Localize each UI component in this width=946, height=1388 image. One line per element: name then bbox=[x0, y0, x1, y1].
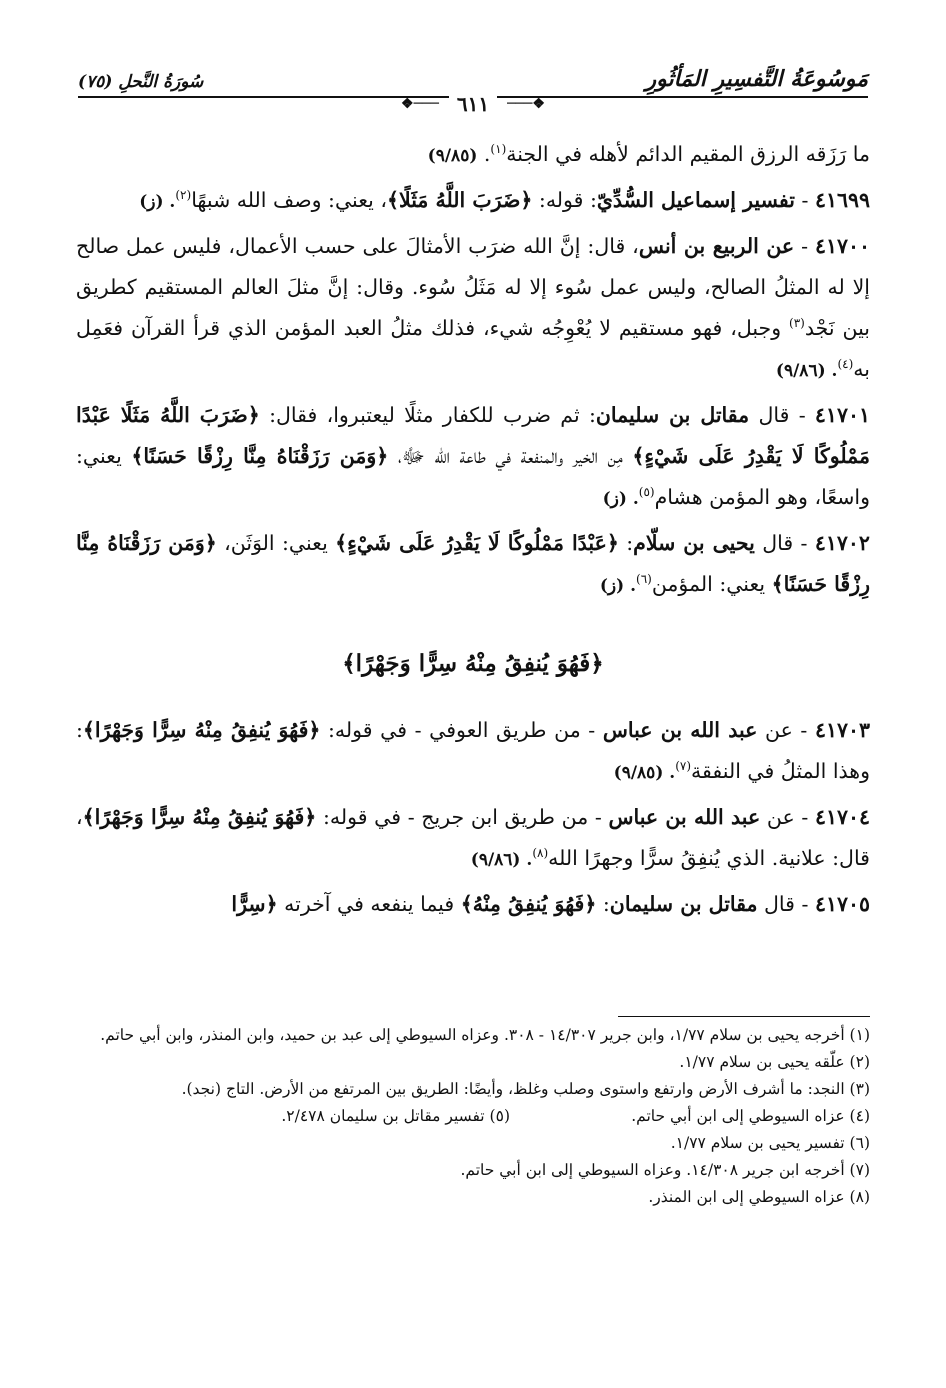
volume-ref: . (ز) bbox=[602, 489, 639, 509]
volume-ref: . (٩/٨٥) bbox=[613, 763, 676, 783]
footnote-row bbox=[76, 1103, 870, 1130]
page-number-row bbox=[0, 92, 946, 116]
entry-41702: ٤١٧٠٢ - قال يحيى بن سلّام: ﴿عَبْدًا مَمْلُوكًا لَا يَقْدِرُ عَلَى شَيْءٍ﴾ يعني: الوَثَن، ﴿وَمَن رَزَقْنَاهُ مِنَّا رِزْقًا حَسَنًا﴾ يعني: المؤمن$^{(٦)}$. (ز) bbox=[76, 531, 870, 596]
quran-quote: ﴿فَهُوَ يُنفِقُ مِنْهُ﴾ bbox=[460, 892, 597, 916]
quran-quote: ﴿فَهُوَ يُنفِقُ مِنْهُ سِرًّا وَجَهْرًا﴾ bbox=[82, 805, 317, 829]
ornament-right-icon: ❖─── bbox=[507, 96, 545, 112]
text: . bbox=[477, 142, 491, 166]
entry-41703: ٤١٧٠٣ - عن عبد الله بن عباس - من طريق العوفي - في قوله: ﴿فَهُوَ يُنفِقُ مِنْهُ سِرًّا وَجَهْرًا﴾: وهذا المثلُ في النفقة$^{(٧)}$. (٩/٨٥) bbox=[76, 718, 871, 783]
footnotes bbox=[76, 1022, 870, 1211]
quran-quote: ﴿ضَرَبَ اللَّهُ مَثَلًا﴾ bbox=[386, 188, 533, 212]
footnote-7: (٧) أخرجه ابن جرير ١٤/٣٠٨. وعزاه السيوطي إلى ابن أبي حاتم. bbox=[460, 1161, 870, 1179]
quran-quote: ﴿فَهُوَ يُنفِقُ مِنْهُ سِرًّا وَجَهْرًا﴾ bbox=[82, 718, 321, 742]
entry-number: ٤١٧٠٢ bbox=[814, 531, 870, 555]
text: وجبل، فهو مستقيم لا يُعْوِجُه شيء، فذلك مثلُ العبد المؤمن الذي قرأ القرآن فعَمِل به bbox=[76, 316, 870, 381]
narrator: تفسير إسماعيل السُّدِّيّ bbox=[596, 188, 795, 212]
entry-number: ٤١٧٠٤ bbox=[814, 805, 870, 829]
entry-41700: ٤١٧٠٠ - عن الربيع بن أنس، قال: إنَّ الله ضرَب الأمثالَ على حسب الأعمال، فليس عمل صالح إلا له المثلُ الصالح، وليس عمل سُوء إلا له مَثَلُ سُوء. وقال: إنَّ مثلَ العالم المستقيم كطريق بين نَجْد$^{(٣)}$ وجبل، فهو مستقيم لا يُعْوِجُه شيء، فذلك مثلُ العبد المؤمن الذي قرأ القرآن فعَمِل به$^{(٤)}$. (٩/٨٦) bbox=[76, 234, 870, 381]
text: قال bbox=[754, 531, 794, 555]
quran-quote: ﴿ضَرَبَ اللَّهُ مَثَلًا عَبْدًا مَمْلُوكًا لَا يَقْدِرُ عَلَى شَيْءٍ﴾ bbox=[76, 403, 870, 468]
narrator: مقاتل بن سليمان bbox=[609, 892, 758, 916]
text: يعني: المؤمن bbox=[651, 572, 772, 596]
entry-number: ٤١٧٠١ bbox=[814, 403, 870, 427]
footnote-marker: (١) bbox=[490, 142, 507, 157]
footnote-5: (٥) تفسير مقاتل بن سليمان ٢/٤٧٨. bbox=[281, 1107, 510, 1125]
page-number: ٦١١ bbox=[449, 92, 497, 116]
footnote-marker: (٤) bbox=[837, 357, 854, 372]
book-title: مَوسُوعَةُ التَّفسِيرِ المَأثُورِ bbox=[645, 66, 868, 92]
footnote-6: (٦) تفسير يحيى بن سلام ١/٧٧. bbox=[670, 1134, 870, 1152]
surah-label: سُورَةُ النَّحلِ (٧٥) bbox=[78, 72, 204, 92]
text: : قوله: bbox=[532, 188, 597, 212]
main-text bbox=[76, 134, 870, 928]
text: : bbox=[618, 531, 634, 555]
volume-ref: . (ز) bbox=[599, 576, 636, 596]
narrator: يحيى بن سلّام bbox=[633, 531, 755, 555]
text: قال bbox=[749, 403, 790, 427]
ornament-left-icon: ───❖ bbox=[401, 96, 439, 112]
text: : bbox=[596, 892, 610, 916]
text: ، يعني: وصف الله شبهًا bbox=[191, 188, 387, 212]
quran-quote: ﴿وَمَن رَزَقْنَاهُ مِنَّا رِزْقًا حَسَنًا﴾ bbox=[131, 444, 389, 468]
entry-number: ٤١٧٠٣ bbox=[814, 718, 871, 742]
footnote-1: (١) أخرجه يحيى بن سلام ١/٧٧، وابن جرير ١٤/٣٠٧ - ٣٠٨. وعزاه السيوطي إلى عبد بن حميد، وابن المنذر، وابن أبي حاتم. bbox=[100, 1026, 870, 1044]
footnote-marker: (٥) bbox=[638, 485, 655, 500]
text: ، قال: إنَّ الله ضرَب الأمثالَ على حسب الأعمال، فليس عمل صالح إلا له المثلُ الصالح، وليس عمل سُوء إلا له مَثَلُ سُوء. وقال: إنَّ مثلَ العالم المستقيم كطريق بين نَجْد bbox=[76, 234, 870, 340]
footnote-marker: (٢) bbox=[175, 188, 192, 203]
narrator: عبد الله بن عباس bbox=[608, 805, 761, 829]
entry-41699: ٤١٦٩٩ - تفسير إسماعيل السُّدِّيّ: قوله: ﴿ضَرَبَ اللَّهُ مَثَلًا﴾، يعني: وصف الله شبهًا$^{(٢)}$. (ز) bbox=[139, 188, 870, 212]
text: - من طريق ابن جريج - في قوله: bbox=[316, 805, 609, 829]
entry-41705: ٤١٧٠٥ - قال مقاتل بن سليمان: ﴿فَهُوَ يُنفِقُ مِنْهُ﴾ فيما ينفعه في آخرته ﴿سِرًّا bbox=[231, 892, 870, 916]
text: قال bbox=[757, 892, 795, 916]
quran-quote: ﴿سِرًّا bbox=[231, 892, 278, 916]
footnote-marker: (٦) bbox=[636, 572, 652, 587]
narrator: عن الربيع بن أنس bbox=[638, 234, 795, 258]
entry-number: ٤١٦٩٩ bbox=[814, 188, 870, 212]
quran-quote: ﴿عَبْدًا مَمْلُوكًا لَا يَقْدِرُ عَلَى شَيْءٍ﴾ bbox=[335, 531, 619, 555]
entry-41704: ٤١٧٠٤ - عن عبد الله بن عباس - من طريق ابن جريج - في قوله: ﴿فَهُوَ يُنفِقُ مِنْهُ سِرًّا وَجَهْرًا﴾، قال: علانية. الذي يُنفِقُ سرًّا وجهرًا الله$^{(٨)}$. (٩/٨٦) bbox=[76, 805, 870, 870]
text: : وهذا المثلُ في النفقة bbox=[76, 718, 870, 783]
entry-41701: ٤١٧٠١ - قال مقاتل بن سليمان: ثم ضرب للكفار مثلًا ليعتبروا، فقال: ﴿ضَرَبَ اللَّهُ مَثَلًا عَبْدًا مَمْلُوكًا لَا يَقْدِرُ عَلَى شَيْءٍ﴾ مِن الخير والمنفعة في طاعة الله ﷻ، ﴿وَمَن رَزَقْنَاهُ مِنَّا رِزْقًا حَسَنًا﴾ يعني: واسعًا، وهو المؤمن هشام$^{(٥)}$. (ز) bbox=[76, 403, 870, 509]
text: ، قال: علانية. الذي يُنفِقُ سرًّا وجهرًا الله bbox=[76, 805, 870, 870]
quran-quote: ﴿وَمَن رَزَقْنَاهُ مِنَّا رِزْقًا حَسَنًا﴾ bbox=[76, 531, 870, 596]
paragraph-continuation bbox=[76, 134, 870, 177]
text: يعني: واسعًا، وهو المؤمن هشام bbox=[76, 444, 870, 509]
text: عن bbox=[760, 805, 795, 829]
text: - من طريق العوفي - في قوله: bbox=[320, 718, 603, 742]
footnote-divider bbox=[618, 1016, 870, 1017]
footnote-marker: (٣) bbox=[789, 316, 805, 331]
footnote-2: (٢) علّقه يحيى بن سلام ١/٧٧. bbox=[679, 1053, 870, 1071]
text: يعني: الوَثَن، bbox=[216, 531, 336, 555]
volume-ref: . (ز) bbox=[139, 192, 176, 212]
volume-ref: (٩/٨٥) bbox=[427, 146, 478, 166]
entry-number: ٤١٧٠٠ bbox=[814, 234, 870, 258]
footnote-marker: (٧) bbox=[675, 759, 692, 774]
text: فيما ينفعه في آخرته bbox=[277, 892, 461, 916]
narrator: مقاتل بن سليمان bbox=[595, 403, 750, 427]
text: عن bbox=[757, 718, 793, 742]
footnote-3: (٣) النجد: ما أشرف الأرض وارتفع واستوى وصلب وغلظ، وأيضًا: الطريق بين المرتفع من الأرض. التاج (نجد). bbox=[181, 1080, 870, 1098]
text: : ثم ضرب للكفار مثلًا ليعتبروا، فقال: bbox=[259, 403, 596, 427]
entry-number: ٤١٧٠٥ bbox=[814, 892, 870, 916]
text: ما رَزَقه الرزق المقيم الدائم لأهله في الجنة bbox=[506, 142, 870, 166]
volume-ref: . (٩/٨٦) bbox=[470, 850, 533, 870]
footnote-4: (٤) عزاه السيوطي إلى ابن أبي حاتم. bbox=[631, 1107, 870, 1125]
volume-ref: . (٩/٨٦) bbox=[775, 361, 838, 381]
section-heading: ﴿فَهُوَ يُنفِقُ مِنْهُ سِرًّا وَجَهْرًا﴾ bbox=[342, 650, 604, 677]
footnote-marker: (٨) bbox=[532, 846, 549, 861]
text: مِن الخير والمنفعة في طاعة الله ﷻ، bbox=[388, 444, 633, 468]
narrator: عبد الله بن عباس bbox=[602, 718, 758, 742]
footnote-8: (٨) عزاه السيوطي إلى ابن المنذر. bbox=[648, 1188, 870, 1206]
